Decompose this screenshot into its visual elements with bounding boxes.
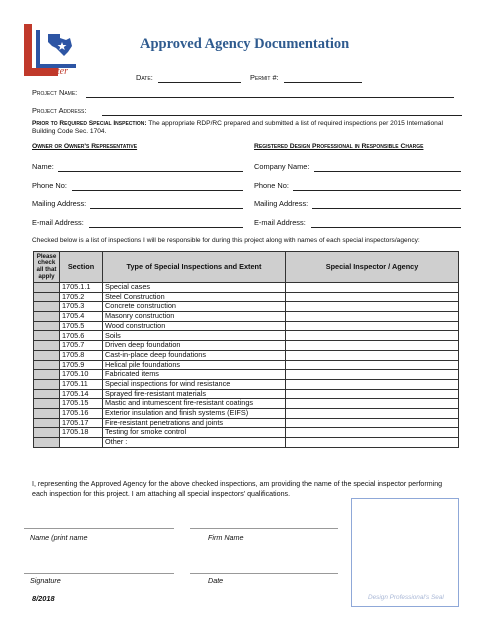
- table-row: [34, 438, 459, 448]
- row-type: Cast-in-place deep foundations: [103, 350, 286, 360]
- date-field[interactable]: [158, 73, 241, 83]
- row-type: Driven deep foundation: [103, 341, 286, 351]
- seal-box[interactable]: [351, 498, 459, 607]
- row-checkbox[interactable]: [34, 399, 60, 409]
- row-agency[interactable]: [286, 408, 459, 418]
- row-type: Helical pile foundations: [103, 360, 286, 370]
- row-type: Sprayed fire-resistant materials: [103, 389, 286, 399]
- date-label: Date:: [136, 73, 153, 82]
- footer-date: 8/2018: [32, 594, 55, 603]
- rdp-mailing-field[interactable]: [312, 199, 461, 209]
- row-type: Wood construction: [103, 321, 286, 331]
- row-section: 1705.7: [60, 341, 103, 351]
- row-section: 1705.6: [60, 331, 103, 341]
- row-agency[interactable]: [286, 341, 459, 351]
- table-row: [34, 350, 459, 360]
- row-checkbox[interactable]: [34, 341, 60, 351]
- name-print-line[interactable]: [24, 528, 174, 529]
- rdp-phone-label: Phone No:: [254, 181, 289, 190]
- table-row: [34, 418, 459, 428]
- row-section: 1705.11: [60, 379, 103, 389]
- rdp-mailing-label: Mailing Address:: [254, 199, 309, 208]
- project-address-label: Project Address:: [32, 106, 87, 115]
- row-type: Special inspections for wind resistance: [103, 379, 286, 389]
- row-agency[interactable]: [286, 360, 459, 370]
- row-checkbox[interactable]: [34, 370, 60, 380]
- row-section: 1705.4: [60, 312, 103, 322]
- rdp-phone-field[interactable]: [293, 181, 461, 191]
- table-row: [34, 341, 459, 351]
- table-row: [34, 312, 459, 322]
- row-type: Special cases: [103, 283, 286, 293]
- row-agency[interactable]: [286, 438, 459, 448]
- table-body: [34, 283, 459, 448]
- firm-name-line[interactable]: [190, 528, 338, 529]
- table-row: [34, 331, 459, 341]
- row-type: Steel Construction: [103, 292, 286, 302]
- owner-email-label: E-mail Address:: [32, 218, 84, 227]
- row-type: Testing for smoke control: [103, 428, 286, 438]
- row-checkbox[interactable]: [34, 389, 60, 399]
- firm-name-label: Firm Name: [208, 533, 244, 542]
- row-agency[interactable]: [286, 399, 459, 409]
- table-row: [34, 370, 459, 380]
- row-section: 1705.18: [60, 428, 103, 438]
- project-address-field[interactable]: [102, 106, 462, 116]
- row-agency[interactable]: [286, 283, 459, 293]
- row-type: Exterior insulation and finish systems (EIFS): [103, 408, 286, 418]
- row-section: 1705.8: [60, 350, 103, 360]
- seal-label: Design Professional's Seal: [368, 594, 444, 601]
- row-section: 1705.14: [60, 389, 103, 399]
- table-row: [34, 283, 459, 293]
- row-section: 1705.2: [60, 292, 103, 302]
- row-checkbox[interactable]: [34, 438, 60, 448]
- table-row: [34, 292, 459, 302]
- rdp-company-field[interactable]: [314, 162, 461, 172]
- row-agency[interactable]: [286, 370, 459, 380]
- table-row: [34, 360, 459, 370]
- row-agency[interactable]: [286, 331, 459, 341]
- row-type: Soils: [103, 331, 286, 341]
- owner-mailing-label: Mailing Address:: [32, 199, 87, 208]
- rdp-email-label: E-mail Address:: [254, 218, 306, 227]
- table-row: [34, 321, 459, 331]
- row-checkbox[interactable]: [34, 321, 60, 331]
- row-section: 1705.16: [60, 408, 103, 418]
- project-name-label: Project Name:: [32, 88, 78, 97]
- row-section: 1705.9: [60, 360, 103, 370]
- date-sign-label: Date: [208, 576, 224, 585]
- logo-text: Lancaster: [28, 66, 68, 77]
- name-print-label: Name (print name: [30, 533, 88, 542]
- prior-notice: [32, 120, 452, 136]
- row-agency[interactable]: [286, 418, 459, 428]
- prior-notice-text: The appropriate RDP/RC prepared and submitted a list of required inspections per 2015 International Building Code Sec. 1704.: [32, 120, 443, 135]
- row-type: Concrete construction: [103, 302, 286, 312]
- signature-line[interactable]: [24, 573, 174, 574]
- statement: I, representing the Approved Agency for the above checked inspections, am providing the name of the special inspector performing each inspection for this project. I am attaching all special inspectors' qualifications.: [32, 480, 443, 498]
- table-header-row: [34, 252, 459, 283]
- row-checkbox[interactable]: [34, 428, 60, 438]
- prior-notice-lead: Prior to Required Special Inspection:: [32, 120, 147, 127]
- page-title: Approved Agency Documentation: [140, 36, 350, 52]
- row-agency[interactable]: [286, 350, 459, 360]
- row-type: Fire-resistant penetrations and joints: [103, 418, 286, 428]
- header-check: Please check all that apply: [34, 252, 60, 283]
- table-row: [34, 379, 459, 389]
- owner-email-field[interactable]: [89, 218, 243, 228]
- row-agency[interactable]: [286, 389, 459, 399]
- project-name-field[interactable]: [86, 88, 454, 98]
- table-row: [34, 428, 459, 438]
- permit-field[interactable]: [284, 73, 362, 83]
- table-row: [34, 399, 459, 409]
- inspections-table: [33, 251, 459, 448]
- table-row: [34, 302, 459, 312]
- rdp-email-field[interactable]: [311, 218, 461, 228]
- owner-mailing-field[interactable]: [90, 199, 243, 209]
- row-checkbox[interactable]: [34, 350, 60, 360]
- row-type: Mastic and intumescent fire-resistant coatings: [103, 399, 286, 409]
- header-section: Section: [60, 252, 103, 283]
- owner-phone-field[interactable]: [72, 181, 243, 191]
- row-checkbox[interactable]: [34, 312, 60, 322]
- row-agency[interactable]: [286, 321, 459, 331]
- row-checkbox[interactable]: [34, 379, 60, 389]
- row-agency[interactable]: [286, 312, 459, 322]
- row-agency[interactable]: [286, 428, 459, 438]
- row-agency[interactable]: [286, 302, 459, 312]
- row-section: 1705.3: [60, 302, 103, 312]
- rdp-company-label: Company Name:: [254, 162, 310, 171]
- table-row: [34, 408, 459, 418]
- row-checkbox[interactable]: [34, 331, 60, 341]
- row-section: 1705.5: [60, 321, 103, 331]
- row-section: 1705.10: [60, 370, 103, 380]
- row-checkbox[interactable]: [34, 418, 60, 428]
- date-sign-line[interactable]: [190, 573, 338, 574]
- row-section: 1705.17: [60, 418, 103, 428]
- permit-label: Permit #:: [250, 73, 279, 82]
- row-agency[interactable]: [286, 292, 459, 302]
- owner-name-label: Name:: [32, 162, 54, 171]
- row-checkbox[interactable]: [34, 292, 60, 302]
- row-agency[interactable]: [286, 379, 459, 389]
- table-row: [34, 389, 459, 399]
- signature-label: Signature: [30, 576, 61, 585]
- row-type: Fabricated items: [103, 370, 286, 380]
- row-checkbox[interactable]: [34, 302, 60, 312]
- row-section: 1705.1.1: [60, 283, 103, 293]
- row-type: Other :: [103, 438, 286, 448]
- owner-heading: Owner or Owner's Representative: [32, 143, 138, 150]
- header-type: Type of Special Inspections and Extent: [103, 252, 286, 283]
- row-checkbox[interactable]: [34, 408, 60, 418]
- owner-name-field[interactable]: [58, 162, 243, 172]
- row-checkbox[interactable]: [34, 283, 60, 293]
- checked-intro: Checked below is a list of inspections I will be responsible for during this project along with names of each special inspectors/agency:: [32, 237, 420, 244]
- header-agency: Special Inspector / Agency: [286, 252, 459, 283]
- row-section: [60, 438, 103, 448]
- row-section: 1705.15: [60, 399, 103, 409]
- row-checkbox[interactable]: [34, 360, 60, 370]
- owner-phone-label: Phone No:: [32, 181, 67, 190]
- rdp-heading: Registered Design Professional in Responsible Charge: [254, 143, 424, 150]
- row-type: Masonry construction: [103, 312, 286, 322]
